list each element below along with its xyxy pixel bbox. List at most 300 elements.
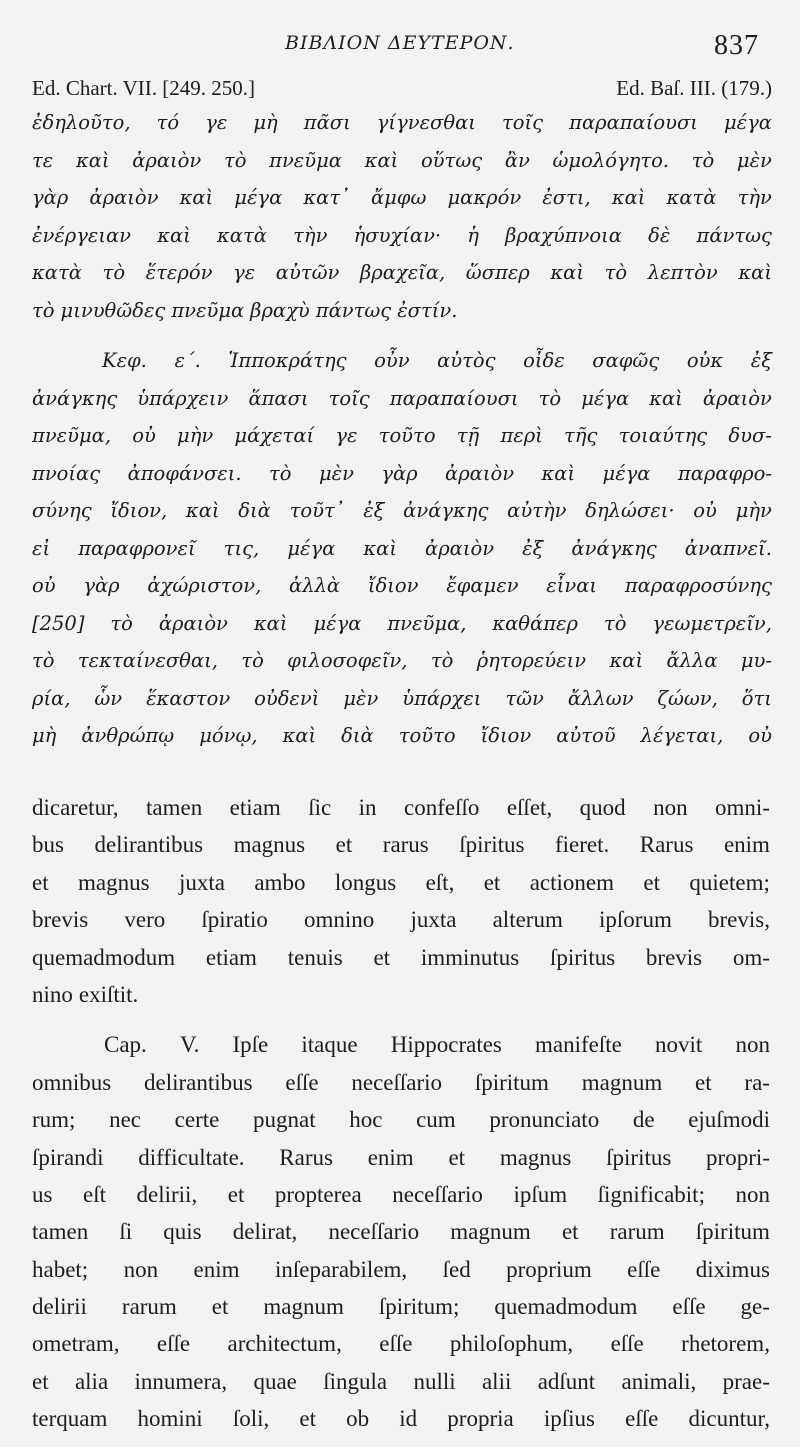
word: et [335, 832, 353, 858]
word: οὕτως [420, 148, 483, 172]
word: ὥσπερ [465, 261, 530, 284]
word: ἐστι, [542, 186, 591, 209]
word: etiam [229, 795, 281, 820]
word: magnus [499, 1144, 572, 1170]
word: μὲν [343, 686, 379, 710]
word: ejuſmodi [688, 1107, 770, 1133]
word: μόνῳ, [199, 724, 258, 747]
word: ἐξ [522, 536, 544, 560]
word: Ipſe [232, 1032, 269, 1058]
word: propterea [274, 1181, 362, 1207]
word: juxta [178, 869, 225, 895]
word: homini [137, 1406, 203, 1432]
latin-text-block [32, 789, 770, 1438]
word: prae- [722, 1368, 770, 1394]
word: ſpiritus [459, 832, 525, 858]
word: hoc [349, 1107, 383, 1133]
word: βραχεῖα, [359, 261, 446, 284]
word: ὑπάρχει [402, 686, 482, 710]
word: exiſtit. [78, 981, 139, 1007]
word: propria [447, 1406, 514, 1432]
word: καὶ [364, 148, 399, 172]
word: γεωμετρεῖν, [652, 611, 772, 635]
word: ἀραιὸν [702, 386, 772, 410]
word: rarum [609, 1219, 665, 1245]
running-head [0, 30, 800, 64]
greek-line [32, 680, 772, 718]
word: ra- [744, 1069, 770, 1095]
greek-text-block [32, 104, 772, 755]
word: tamen [32, 1219, 89, 1245]
word: ſpiritus [549, 944, 616, 970]
word: τοιαύτης [618, 424, 708, 447]
word: οὐ [132, 424, 156, 447]
word: omnino [304, 907, 375, 933]
word: eſſe [627, 1256, 661, 1282]
word: ἀνάγκης [403, 499, 489, 522]
word: enim [723, 832, 770, 858]
word: λέγεται, [640, 724, 724, 747]
word: μινυθῶδες [60, 298, 166, 322]
word: rarus [382, 832, 429, 858]
word: longus [334, 869, 397, 895]
word: οὐ [748, 724, 772, 747]
word: ἴδιον, [110, 499, 168, 522]
word: inſeparabilem, [274, 1256, 408, 1282]
word: quae [253, 1368, 297, 1394]
word: ζώων, [657, 686, 718, 710]
word: magnum [581, 1069, 663, 1095]
word: ambo [254, 869, 306, 895]
word: ſic [308, 795, 332, 820]
greek-line [32, 567, 772, 605]
word: ἐστίν. [397, 298, 458, 322]
word: eſſe [379, 1331, 413, 1357]
word: eſſe [156, 1331, 191, 1357]
word: Rarus [279, 1144, 333, 1170]
latin-line [32, 1251, 770, 1288]
word: et [448, 1144, 466, 1170]
word: κατὰ [32, 261, 82, 284]
word: quod [579, 795, 626, 820]
word: philoſophum, [449, 1331, 574, 1357]
word: ob [346, 1406, 370, 1432]
word: τοῖς [328, 386, 370, 410]
word: ipſorum [599, 907, 672, 933]
word: κατὰ [217, 223, 267, 247]
word: τὸ [603, 611, 627, 635]
word: ἄλλων [567, 686, 634, 710]
word: γὰρ [381, 461, 418, 485]
word: οὐ [32, 574, 56, 597]
word: V. [179, 1032, 200, 1058]
word: rhetorem, [681, 1331, 770, 1357]
word: Κεφ. [102, 349, 147, 372]
word: εἶναι [546, 574, 598, 597]
word: delirantibus [144, 1069, 253, 1095]
greek-line [32, 530, 772, 568]
word: eſſe [285, 1069, 319, 1095]
latin-line [32, 864, 770, 901]
word: pugnat [252, 1107, 316, 1133]
word: ὧν [94, 686, 123, 710]
word: rarum [121, 1294, 177, 1320]
word: ſi [119, 1219, 133, 1245]
word: καὶ [157, 223, 191, 247]
word: proprium [506, 1256, 592, 1282]
word: certe [174, 1107, 220, 1133]
word: et [32, 1368, 49, 1394]
greek-line [32, 455, 772, 493]
word: magnum [450, 1219, 531, 1245]
greek-line [32, 217, 772, 255]
word: cum [416, 1107, 456, 1133]
word: et [373, 944, 391, 970]
word: tenuis [287, 944, 343, 970]
word: bus [32, 832, 64, 858]
word: τὸ [110, 611, 133, 635]
word: rum; [32, 1107, 76, 1133]
word: τῆς [564, 424, 598, 447]
word: αὐτοῦ [556, 724, 616, 747]
word: brevis, [708, 907, 770, 933]
word: γὰρ [83, 574, 120, 597]
word: καὶ [649, 386, 683, 410]
word: τεκταίνεσθαι, [77, 649, 218, 672]
word: τὸ [691, 148, 715, 172]
word: et [643, 869, 661, 895]
latin-chapter-heading-line [32, 1026, 770, 1063]
greek-line [32, 642, 772, 680]
word: καὶ [609, 649, 644, 672]
word: ἀραιὸν [158, 611, 228, 635]
greek-line [32, 717, 772, 755]
word: dicuntur, [688, 1406, 770, 1432]
word: ἀραιὸν [89, 186, 159, 209]
word: ſpiritum; [378, 1294, 460, 1320]
word: βραχὺ [250, 298, 310, 322]
word: κατὰ [666, 186, 717, 209]
word: et [561, 1219, 579, 1245]
word: brevis [32, 907, 89, 933]
word: eſſe [610, 1331, 644, 1357]
word: ſpiritum [474, 1069, 549, 1095]
word: dicaretur, [32, 795, 119, 820]
latin-line [32, 1064, 770, 1101]
word: itaque [301, 1032, 358, 1058]
word: καὶ [253, 611, 288, 635]
latin-line [32, 1139, 770, 1176]
word: καὶ [738, 261, 772, 284]
word: ἴδιον [367, 574, 419, 597]
word: et [211, 1294, 229, 1320]
word: ἀναπνεῖ. [684, 536, 772, 560]
word: τῇ [456, 424, 480, 447]
word: confeſſo [404, 795, 480, 820]
word: eſt [82, 1181, 106, 1207]
word: τὸ [430, 649, 454, 672]
word: innumera, [134, 1368, 228, 1394]
word: enim [367, 1144, 414, 1170]
latin-line [32, 1325, 770, 1362]
word: ἀποφάνσει. [127, 461, 242, 485]
latin-line [32, 789, 770, 826]
word: ἐνέργειαν [32, 223, 132, 247]
word: μὴ [253, 111, 278, 134]
word: delirat, [232, 1219, 298, 1245]
word: ἄμφω [370, 186, 427, 209]
word: brevis [645, 944, 703, 970]
greek-line [32, 605, 772, 643]
word: ſed [442, 1256, 471, 1282]
word: οἶδε [523, 349, 565, 372]
word: ometram, [32, 1331, 120, 1357]
word: ἀραιὸν [445, 461, 515, 485]
word: μέγα [234, 186, 283, 209]
word: eſſet, [506, 795, 553, 820]
word: nino [32, 981, 73, 1007]
word: καὶ [611, 186, 646, 209]
word: πάντως [315, 298, 392, 322]
greek-line [32, 292, 772, 330]
latin-line [32, 1213, 770, 1250]
word: et [483, 869, 501, 895]
word: τό [156, 111, 180, 134]
word: μυ- [740, 649, 772, 672]
word: γε [233, 261, 256, 284]
word: παραπαίουσι [389, 386, 519, 410]
word: pronunciato [489, 1107, 600, 1133]
word: διὰ [238, 499, 271, 522]
word: γὰρ [32, 186, 69, 209]
word: μέγα [581, 386, 630, 410]
word: non [123, 1256, 159, 1282]
running-title: ΒΙΒΛΙΟΝ ΔΕΥΤΕΡΟΝ. [285, 32, 515, 54]
word: de [632, 1107, 655, 1133]
word: τὸ [538, 386, 562, 410]
word: σύνης [32, 499, 92, 522]
word: καὶ [75, 148, 110, 172]
word: etiam [205, 944, 257, 970]
word: ἅπασι [248, 386, 309, 410]
latin-line [32, 939, 770, 976]
word: οὐδενὶ [254, 686, 320, 710]
word: et [299, 1406, 316, 1432]
latin-line [32, 1101, 770, 1138]
word: ſpiritus [606, 1144, 672, 1170]
word: μέγα [313, 611, 362, 635]
word: vero [124, 907, 166, 933]
word: παραφρονεῖ [78, 536, 196, 560]
word: eſſe [625, 1406, 659, 1432]
word: ἐξ [750, 349, 772, 372]
word: actionem [529, 869, 615, 895]
word: enim [193, 1256, 240, 1282]
word: manifeſte [535, 1032, 622, 1058]
word: non [735, 1181, 770, 1207]
word: difficultate. [138, 1144, 245, 1170]
word: τὴν [293, 223, 328, 247]
latin-line [32, 1176, 770, 1213]
word: omnibus [32, 1069, 112, 1095]
greek-line [32, 142, 772, 180]
word: ἐξ [363, 499, 385, 522]
word: alia [74, 1368, 109, 1394]
word: αὐτὸς [437, 349, 496, 372]
latin-line [32, 1400, 770, 1437]
word: τὸ [32, 649, 55, 672]
word: τοῖς [501, 111, 544, 134]
greek-line [32, 417, 772, 455]
word: πάντως [696, 223, 772, 247]
greek-line [32, 492, 772, 530]
word: magnus [78, 869, 150, 895]
word: τὸ [269, 461, 292, 485]
word: fieret. [554, 832, 610, 858]
word: in [358, 795, 377, 820]
word: μέγα [723, 111, 772, 134]
word: ἀνάγκης [571, 536, 657, 560]
word: id [399, 1406, 418, 1432]
word: Rarus [639, 832, 694, 858]
word: καὶ [179, 186, 214, 209]
word: ſpiritum [695, 1219, 770, 1245]
word: animali, [621, 1368, 697, 1394]
word: ἀραιὸν [425, 536, 495, 560]
word: ἀνθρώπῳ [81, 724, 175, 747]
word: διὰ [341, 724, 374, 747]
word: καὶ [363, 536, 397, 560]
word: μέγα [602, 461, 651, 485]
word: μὴ [32, 724, 57, 747]
word: delirantibus [94, 832, 204, 858]
word: ἄλλα [666, 649, 718, 672]
word: πνεῦμα [171, 298, 245, 322]
word: tamen [146, 795, 203, 820]
word: καθάπερ [492, 611, 578, 635]
word: φιλοσοφεῖν, [287, 649, 408, 672]
word: ſingula [323, 1368, 388, 1394]
word: τε [32, 148, 54, 172]
edition-reference-line [32, 76, 772, 102]
word: πνοίας [32, 461, 101, 485]
word: juxta [410, 907, 457, 933]
word: τοῦτο [398, 724, 456, 747]
word: quis [163, 1219, 202, 1245]
word: γε [335, 424, 358, 447]
word: καὶ [541, 461, 576, 485]
word: us [32, 1181, 53, 1207]
word: εἰ [32, 536, 51, 560]
word: αὐτῶν [275, 261, 340, 284]
word: ipſius [543, 1406, 595, 1432]
latin-line [32, 1363, 770, 1400]
word: ὑπάρχειν [137, 386, 229, 410]
word: ἐδηλοῦτο, [32, 111, 131, 134]
word: αὐτὴν [507, 499, 567, 522]
word: quemadmodum [32, 944, 176, 970]
word: non [735, 1032, 770, 1058]
greek-line [32, 254, 772, 292]
latin-line [32, 1288, 770, 1325]
word: ſpirandi [32, 1144, 104, 1170]
page-number: 837 [714, 30, 759, 61]
word: μάχεταί [234, 424, 315, 447]
word: γίγνεσθαι [376, 111, 476, 134]
word: σαφῶς [592, 349, 660, 372]
word: οὖν [374, 349, 410, 372]
greek-line [32, 380, 772, 418]
word: τοῦτο [378, 424, 436, 447]
word: novit [655, 1032, 703, 1058]
word: Hippocrates [390, 1032, 502, 1058]
word: neceſſario [328, 1219, 420, 1245]
word: πᾶσι [303, 111, 351, 134]
word: ſignificabit; [597, 1181, 705, 1207]
word: habet; [32, 1256, 89, 1282]
word: τὸ [32, 298, 55, 322]
word: magnum [263, 1294, 344, 1320]
word: παραπαίουσι [569, 111, 698, 134]
greek-line [32, 179, 772, 217]
word: τὴν [737, 186, 772, 209]
word: τις, [223, 536, 260, 560]
word: eſt, [425, 869, 455, 895]
word: ipſum [513, 1181, 568, 1207]
word: ῥητορεύειν [476, 649, 587, 672]
word: ἡσυχίαν· [353, 223, 442, 247]
word: adſunt [537, 1368, 596, 1394]
word: τοῦτ᾽ [289, 499, 345, 522]
word: nulli [413, 1368, 456, 1394]
word: [250] [32, 611, 85, 635]
word: ἕκαστον [146, 686, 231, 710]
word: παραφροσύνης [624, 574, 772, 597]
word: ὡμολόγητο. [552, 148, 670, 172]
word: δυσ- [728, 424, 772, 447]
word: οὐ [693, 499, 717, 522]
word: δὲ [648, 223, 671, 247]
word: μὴν [177, 424, 214, 447]
word: καὶ [550, 261, 584, 284]
word: ἀλλὰ [289, 574, 341, 597]
word: βραχύπνοια [505, 223, 622, 247]
word: ρία, [32, 686, 71, 710]
word: diximus [695, 1256, 770, 1282]
word: τῶν [505, 686, 544, 710]
word: μὴν [735, 499, 772, 522]
word: architectum, [227, 1331, 342, 1357]
word: Cap. [104, 1032, 147, 1058]
word: ſoli, [232, 1406, 270, 1432]
word: πνεῦμα, [387, 611, 467, 635]
word: et [227, 1181, 245, 1207]
word: τὸ [241, 649, 264, 672]
word: om- [732, 944, 770, 970]
word: καὶ [282, 724, 317, 747]
word: nec [109, 1107, 142, 1133]
edition-chartier: Ed. Chart. VII. [249. 250.] [32, 76, 255, 100]
word: imminutus [420, 944, 520, 970]
word: ſpiratio [201, 907, 268, 933]
word: propri- [706, 1144, 770, 1170]
word: ἴδιον [480, 724, 532, 747]
word: περὶ [500, 424, 543, 447]
greek-line [32, 104, 772, 142]
word: magnus [233, 832, 306, 858]
latin-line [32, 901, 770, 938]
word: ἀραιὸν [132, 148, 202, 172]
